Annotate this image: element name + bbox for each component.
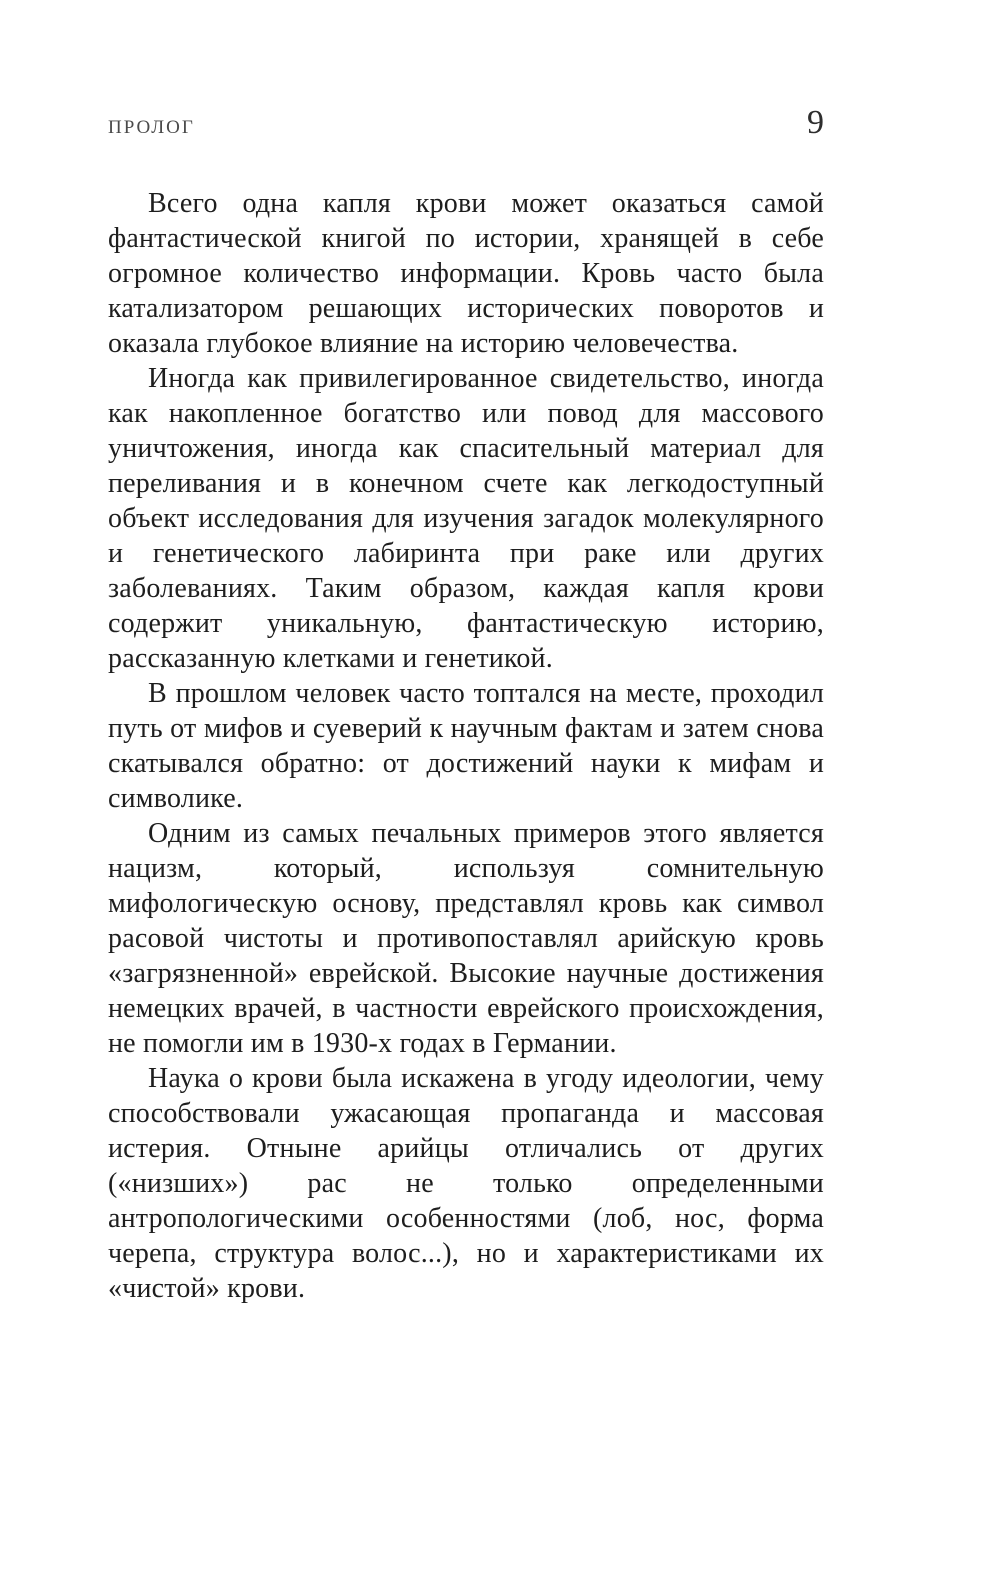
paragraph: Всего одна капля крови может оказаться самой фантастической книгой по истории, хранящей в себе огромное количество информации. Кровь часто была катализатором решающих исторических поворотов и оказала глубокое влияние на историю человечества. bbox=[108, 188, 824, 359]
text-block bbox=[108, 186, 824, 1306]
paragraph: Одним из самых печальных примеров этого является нацизм, который, используя сомнительную мифологическую основу, представлял кровь как символ расовой чистоты и противопоставлял арийскую кровь «загрязненной» еврейской. Высокие научные достижения немецких врачей, в частности еврейского происхождения, не помогли им в 1930-х годах в Германии. bbox=[108, 818, 824, 1059]
paragraph: Наука о крови была искажена в угоду идеологии, чему способствовали ужасающая пропаганда и массовая истерия. Отныне арийцы отличались от других («низших») рас не только определенными антропологическими особенностями (лоб, нос, форма черепа, структура волос...), но и характеристиками их «чистой» крови. bbox=[108, 1063, 824, 1304]
page-number: 9 bbox=[807, 104, 824, 141]
running-head bbox=[108, 0, 824, 140]
running-head-title: ПРОЛОГ bbox=[108, 117, 195, 138]
paragraph: В прошлом человек часто топтался на месте, проходил путь от мифов и суеверий к научным фактам и затем снова скатывался обратно: от достижений науки к мифам и символике. bbox=[108, 678, 824, 814]
paragraph: Иногда как привилегированное свидетельство, иногда как накопленное богатство или повод для массового уничтожения, иногда как спасительный материал для переливания и в конечном счете как легкодоступный объект исследования для изучения загадок молекулярного и генетического лабиринта при раке или других заболеваниях. Таким образом, каждая капля крови содержит уникальную, фантастическую историю, рассказанную клетками и генетикой. bbox=[108, 363, 824, 674]
